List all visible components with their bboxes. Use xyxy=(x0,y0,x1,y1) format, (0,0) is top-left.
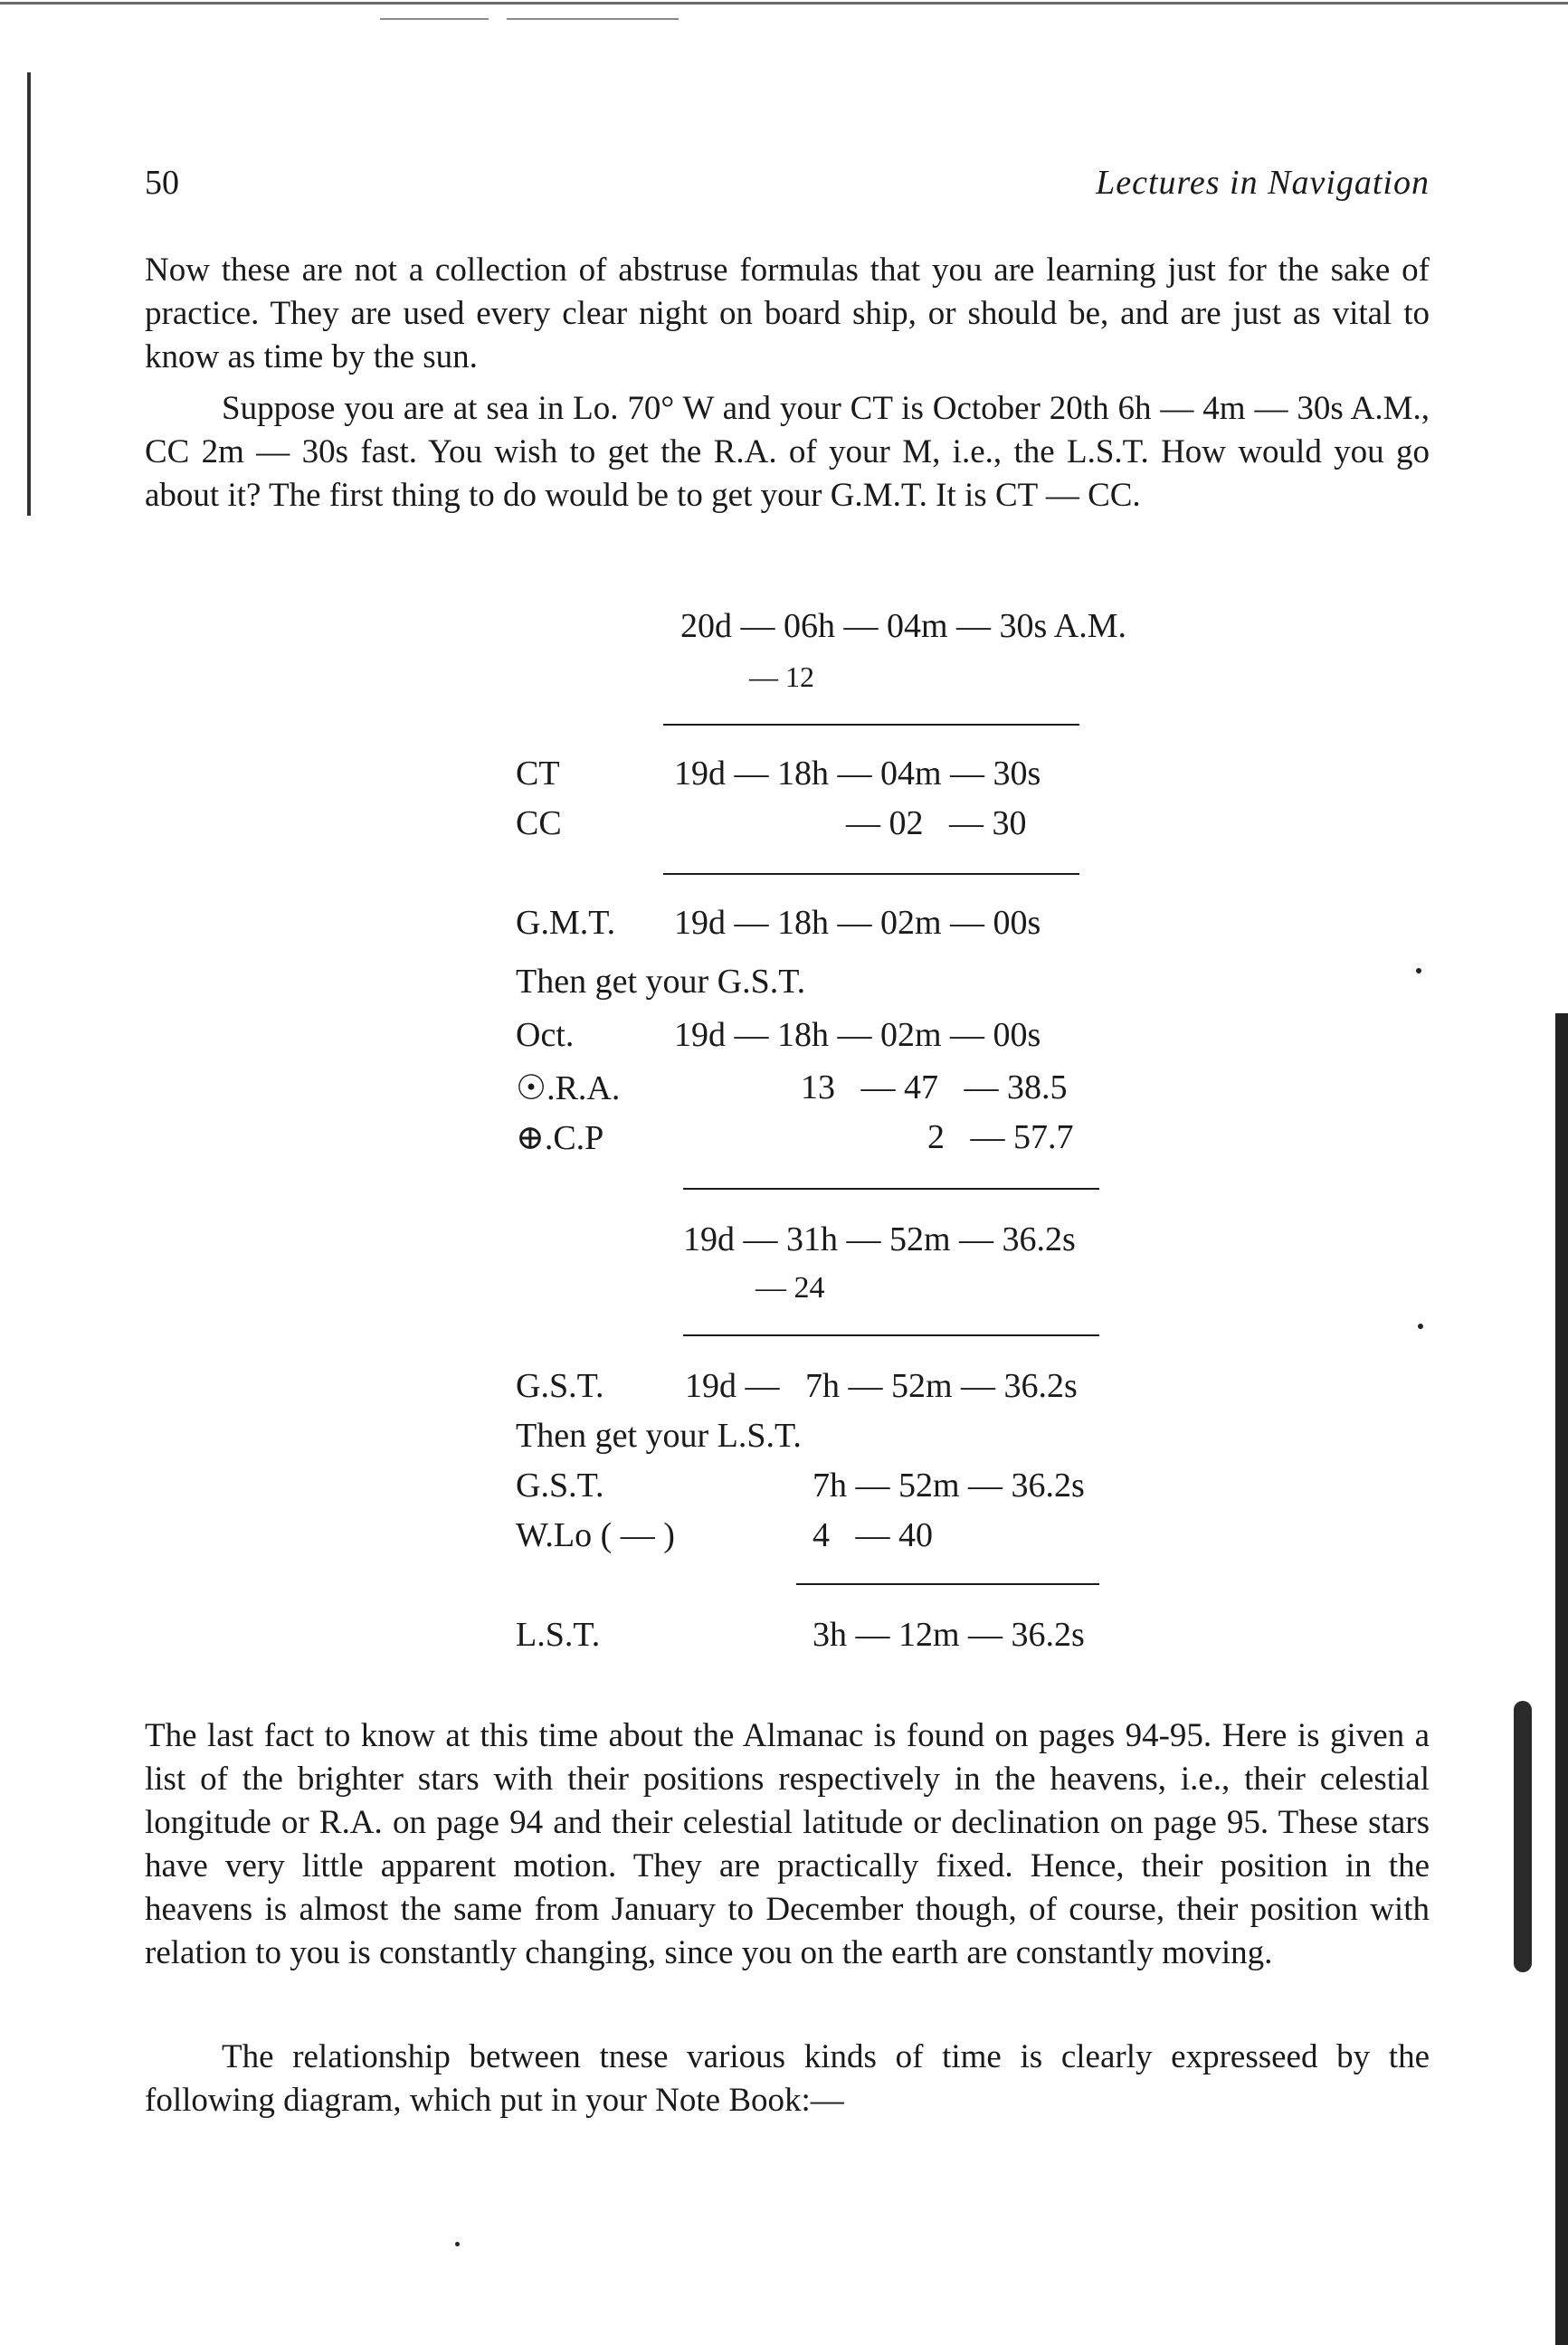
calc-minus-12: — 12 xyxy=(749,660,814,693)
calc-gst2-label: G.S.T. xyxy=(516,1467,604,1505)
paragraph-1: Now these are not a collection of abstruse formulas that you are learning just for the sake of practice. They are used every clear night on board ship, or should be, and are just as vital to know as time by the sun. xyxy=(145,252,1430,375)
scan-speck xyxy=(455,2242,460,2246)
calc-ct-label: CT xyxy=(516,755,560,793)
paragraph-2: Suppose you are at sea in Lo. 70° W and your CT is October 20th 6h — 4m — 30s A.M., CC 2m — 30s fast. You wish to get the R.A. of your M, i.e., the L.S.T. How would you go about it? The first thing to do would be to get your G.M.T. It is CT — CC. xyxy=(145,390,1430,514)
calc-oct-value: 19d — 18h — 02m — 00s xyxy=(674,1016,1041,1054)
scan-left-edge xyxy=(27,72,31,516)
scan-speck xyxy=(1416,968,1421,973)
calc-ra-value: 13 — 47 — 38.5 xyxy=(801,1068,1068,1106)
scan-speck xyxy=(1418,1324,1423,1329)
calc-lst-value: 3h — 12m — 36.2s xyxy=(813,1616,1085,1654)
page-header xyxy=(145,163,1430,208)
calc-gst-label: G.S.T. xyxy=(516,1367,604,1405)
calc-minus-24: — 24 xyxy=(755,1271,825,1305)
calc-rule xyxy=(663,873,1079,875)
calc-rule xyxy=(683,1334,1099,1336)
scan-right-edge xyxy=(1555,1013,1568,2345)
calc-cc-value: — 02 — 30 xyxy=(846,804,1027,842)
calc-oct-label: Oct. xyxy=(516,1016,575,1054)
calc-cc-label: CC xyxy=(516,804,562,842)
calc-ct-value: 19d — 18h — 04m — 30s xyxy=(674,755,1041,793)
scan-top-edge xyxy=(0,0,1568,13)
calc-gmt-value: 19d — 18h — 02m — 00s xyxy=(674,904,1041,942)
calc-wlo-label: W.Lo ( — ) xyxy=(516,1516,675,1554)
calc-rule xyxy=(796,1583,1099,1585)
paragraph-3: The last fact to know at this time about the Almanac is found on pages 94-95. Here is given a list of the brighter stars with their positions respectively in the heavens, i.e., their celestial longitude or R.A. on page 94 and their celestial latitude or declination on page 95. These stars have very little apparent motion. They are practically fixed. Hence, their position in the heavens is almost the same from January to December though, of course, their position with relation to you is constantly changing, since you on the earth are constantly moving. xyxy=(145,1717,1430,1971)
calc-lst-label: L.S.T. xyxy=(516,1616,601,1654)
calc-cp-value: 2 — 57.7 xyxy=(927,1118,1074,1156)
paragraph-4: The relationship between tnese various kinds of time is clearly expresseed by the following diagram, which put in your Note Book:— xyxy=(145,2038,1430,2119)
calc-gmt-label: G.M.T. xyxy=(516,904,616,942)
calc-gst2-value: 7h — 52m — 36.2s xyxy=(813,1467,1085,1505)
calc-then-gst: Then get your G.S.T. xyxy=(516,963,806,1001)
calc-ra-label: ☉.R.A. xyxy=(516,1069,621,1107)
running-head: Lectures in Navigation xyxy=(1096,164,1430,202)
calc-start: 20d — 06h — 04m — 30s A.M. xyxy=(680,607,1126,645)
scan-dash xyxy=(380,18,489,20)
calc-wlo-value: 4 — 40 xyxy=(813,1516,933,1554)
scan-dash xyxy=(507,18,679,20)
calc-gst-value: 19d — 7h — 52m — 36.2s xyxy=(685,1367,1078,1405)
calc-rule xyxy=(683,1188,1099,1190)
calc-cp-label: ⊕.C.P xyxy=(516,1119,604,1157)
calc-then-lst: Then get your L.S.T. xyxy=(516,1417,802,1455)
scan-top-bar xyxy=(0,2,1568,5)
calc-rule xyxy=(663,724,1079,726)
page-number: 50 xyxy=(145,164,179,202)
scan-right-blot xyxy=(1514,1701,1532,1972)
calc-sum-value: 19d — 31h — 52m — 36.2s xyxy=(683,1220,1076,1258)
